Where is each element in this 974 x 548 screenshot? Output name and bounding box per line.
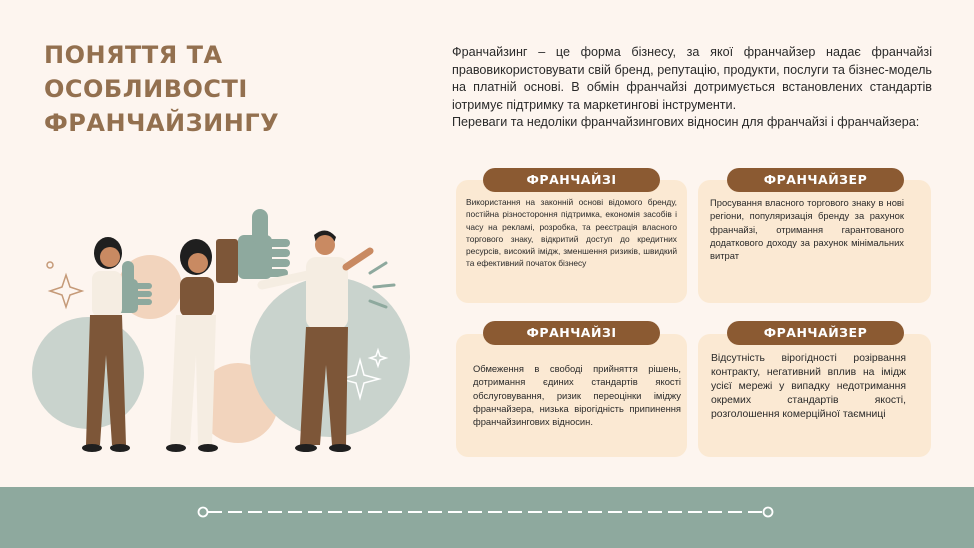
card-text: Використання на законній основі відомого бренду, постійна різностороння підтримка, економія засобів і часу на рекламі, розробка, та реєстрація власного торгового знаку, відкритий доступ до кредитних ресурсів, високий імідж, зменшення ризиків, швидкий та ефективний початок бізнесу — [466, 197, 677, 269]
label-franchisor-advantages: ФРАНЧАЙЗЕР — [727, 168, 904, 192]
slide-title: ПОНЯТТЯ ТА ОСОБЛИВОСТІ ФРАНЧАЙЗИНГУ — [44, 41, 280, 137]
footer-band — [0, 487, 974, 548]
card-advantages-franchisor — [698, 180, 931, 303]
footer-dot-left-icon — [199, 508, 208, 517]
card-advantages-franchisee — [456, 180, 687, 303]
card-text: Відсутність вірогідності розірвання контракту, негативний вплив на імідж усієї мережі у випадку недотримання окремих стандартів якості, розголошення комерційної таємниці — [711, 353, 906, 420]
team-thumbs-up-illustration — [30, 195, 440, 475]
intro-paragraph-definition: Франчайзинг – це форма бізнесу, за якої франчайзер надає франчайзі правовикористовувати свій бренд, репутацію, продукти, послуги та бізнес-модель на платній основі. В обмін франчайзі дотримується встановлених стандартів іотримує підтримку та маркетингові інструменти. — [452, 45, 932, 112]
sparkle-dot-icon — [47, 262, 53, 268]
intro-paragraph-pros-cons: Переваги та недоліки франчайзингових відносин для франчайзі і франчайзера: — [452, 115, 920, 130]
card-disadvantages-franchisor — [698, 334, 931, 457]
card-disadvantages-franchisee — [456, 334, 687, 457]
card-text: Обмеження в свободі прийняття рішень, дотримання єдиних стандартів якості обслуговування, ризик переоцінки іміджу франчайзера, низька вірогідність припинення франчайзингових відносин. — [473, 363, 681, 428]
label-franchisee-advantages: ФРАНЧАЙЗІ — [483, 168, 660, 192]
footer-dot-right-icon — [764, 508, 773, 517]
label-franchisee-disadvantages: ФРАНЧАЙЗІ — [483, 321, 660, 345]
label-franchisor-disadvantages: ФРАНЧАЙЗЕР — [727, 321, 904, 345]
thumbs-up-icon — [216, 209, 290, 283]
sparkle-left-icon — [50, 275, 82, 307]
intro-text — [452, 44, 932, 132]
card-text: Просування власного торгового знаку в нові регіони, популяризація бренду за рахунок франчайзі, отримання гарантованого додаткового доходу за рахунок мінімальних витрат — [710, 197, 904, 262]
footer-dashed-line — [0, 487, 974, 548]
